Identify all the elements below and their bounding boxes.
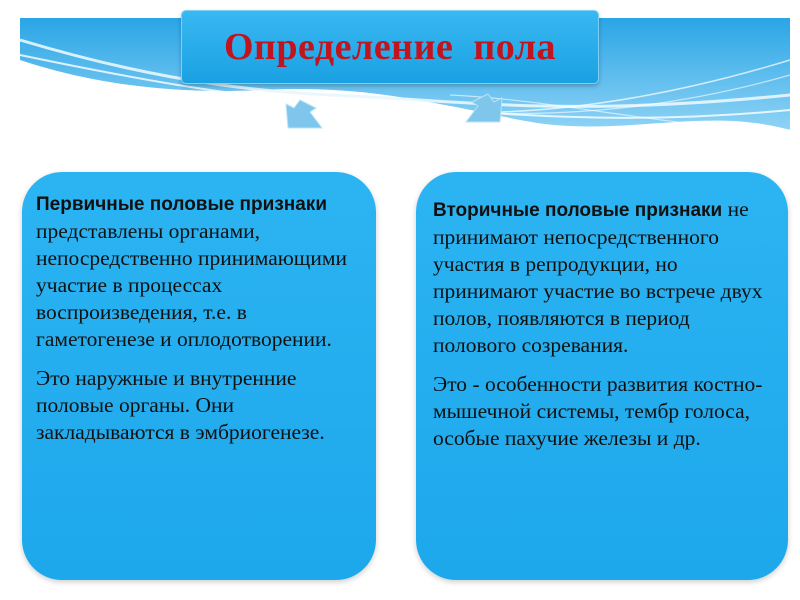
primary-traits-text xyxy=(36,190,364,353)
primary-traits-card xyxy=(22,172,376,580)
primary-traits-heading: Первичные половые признаки xyxy=(36,194,327,215)
arrow-down-right-icon xyxy=(462,92,506,128)
primary-traits-body: представлены органами, непосредственно принимающими участие в процессах воспроизведения, т.е. в гаметогенезе и оплодотворении. xyxy=(36,219,347,351)
page-title: Определение пола xyxy=(223,26,557,68)
primary-traits-examples: Это наружные и внутренние половые органы. Они закладываются в эмбриогенезе. xyxy=(36,366,325,444)
secondary-traits-body: не принимают непосредственного участия в репродукции, но принимают участие во встрече двух полов, появляются в период полового созревания. xyxy=(433,197,763,357)
arrow-down-left-icon xyxy=(282,98,326,134)
secondary-traits-examples: Это - особенности развития костно-мышечной системы, тембр голоса, особые пахучие железы и др. xyxy=(433,372,763,450)
title-box xyxy=(181,10,599,84)
secondary-traits-text xyxy=(433,196,778,359)
secondary-traits-card xyxy=(416,172,788,580)
secondary-traits-heading: Вторичные половые признаки xyxy=(433,200,723,221)
